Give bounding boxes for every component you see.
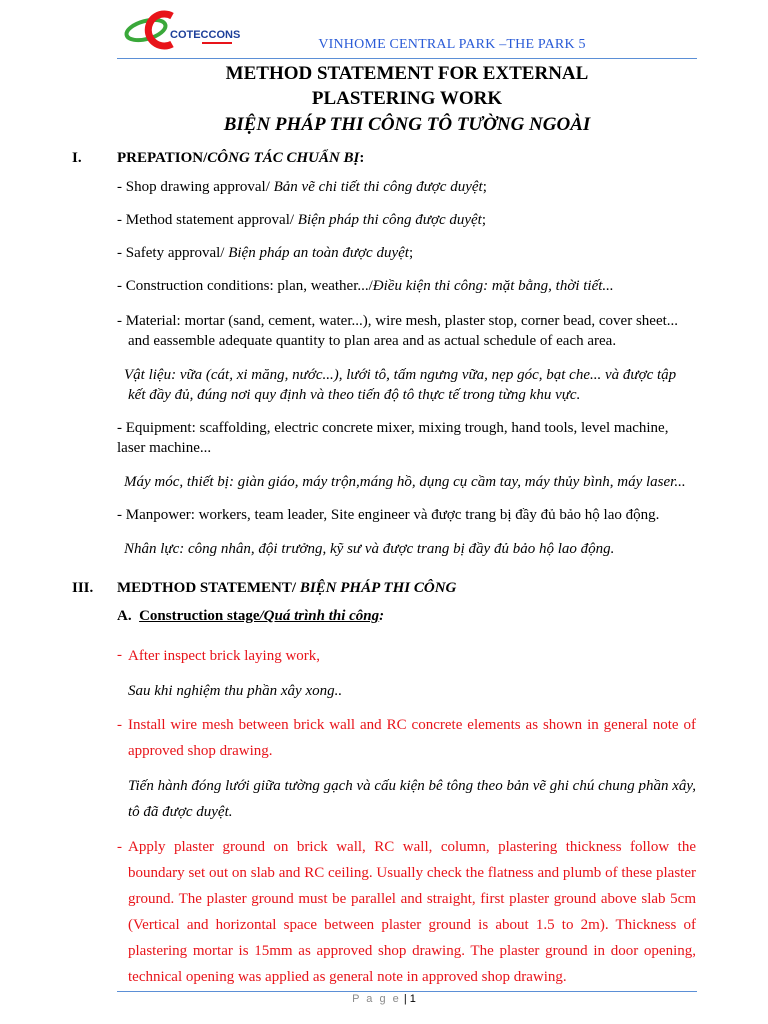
subsection-a-prefix: A. <box>117 608 132 624</box>
punctuation: ; <box>482 179 487 195</box>
section-1-heading-vi: CÔNG TÁC CHUẨN BỊ <box>207 150 360 166</box>
document-title-line2: PLASTERING WORK <box>311 88 503 109</box>
item-material-vi-line1: Vật liệu: vữa (cát, xi măng, nước...), lưới tô, tấm ngưng vữa, nẹp góc, bạt che... và được tập <box>124 367 677 383</box>
section-3-number: III. <box>72 580 94 596</box>
section-3-heading-vi: BIỆN PHÁP THI CÔNG <box>299 580 457 596</box>
step-1-bullet: - <box>117 647 122 663</box>
step-2-bullet: - <box>117 717 122 733</box>
coteccons-logo <box>120 6 240 52</box>
item-manpower: - Manpower: workers, team leader, Site engineer và được trang bị đầy đủ bảo hộ lao động. <box>117 507 660 523</box>
section-3-heading <box>117 580 456 597</box>
subsection-a-colon: : <box>379 608 385 624</box>
item-safety <box>117 245 413 262</box>
item-method-statement <box>117 212 486 229</box>
item-conditions-vi: Điều kiện thi công: mặt bằng, thời tiết... <box>372 278 614 294</box>
item-shop-drawing-en: - Shop drawing approval/ <box>117 179 274 195</box>
section-1-colon: : <box>359 150 365 166</box>
page-number: 1 <box>409 993 416 1005</box>
subsection-a-vi: /Quá trình thi công <box>259 608 380 624</box>
item-equipment-line2: laser machine... <box>117 440 212 456</box>
item-method-en: - Method statement approval/ <box>117 212 298 228</box>
item-equipment-line1: - Equipment: scaffolding, electric concrete mixer, mixing trough, hand tools, level machine, <box>117 420 669 436</box>
project-name: VINHOME CENTRAL PARK –THE PARK 5 <box>318 37 586 52</box>
page-label: P a g e <box>352 993 401 1005</box>
section-1-heading-en: PREPATION/ <box>117 150 208 166</box>
step-2-vi: Tiến hành đóng lưới giữa tường gạch và cấu kiện bê tông theo bản vẽ ghi chú chung phần xây, tô đã được duyệt. <box>128 778 696 820</box>
item-method-vi: Biện pháp thi công được duyệt <box>297 212 482 228</box>
section-1-heading <box>117 150 364 167</box>
punctuation: ; <box>408 245 414 261</box>
item-material-line1: - Material: mortar (sand, cement, water...), wire mesh, plaster stop, corner bead, cover sheet... <box>117 313 679 329</box>
punctuation: ; <box>481 212 487 228</box>
item-shop-drawing-vi: Bản vẽ chi tiết thi công được duyệt <box>273 179 483 195</box>
section-1-number: I. <box>72 150 82 166</box>
item-material-vi-line2: kết đầy đủ, đúng nơi quy định và theo tiến độ tô thực tế trong từng khu vực. <box>128 387 581 403</box>
item-material-line2: and eassemble adequate quantity to plan area and as actual schedule of each area. <box>128 333 617 349</box>
step-2-en: Install wire mesh between brick wall and RC concrete elements as shown in general note of approved shop drawing. <box>128 717 696 759</box>
item-manpower-vi: Nhân lực: công nhân, đội trưởng, kỹ sư và được trang bị đầy đủ bảo hộ lao động. <box>124 541 615 557</box>
subsection-a-en: Construction stage <box>139 608 260 624</box>
item-conditions <box>117 278 614 295</box>
step-1-vi: Sau khi nghiệm thu phần xây xong.. <box>128 683 343 699</box>
step-1-en: After inspect brick laying work, <box>128 648 321 664</box>
item-safety-vi: Biện pháp an toàn được duyệt <box>228 245 409 261</box>
step-3-bullet: - <box>117 839 122 855</box>
header-rule <box>117 58 697 59</box>
logo-text: COTECCONS <box>170 29 240 41</box>
step-3-en: Apply plaster ground on brick wall, RC wall, column, plastering thickness follow the boundary set out on slab and RC ceiling. Usually check the flatness and plumb of these plaster ground. The plaster ground must be parallel and straight, first plaster ground above slab 5cm (Vertical and horizontal space between plaster ground is about 1.5 to 2m). Thickness of plastering mortar is 15mm as approved shop drawing. The plaster ground in door opening, technical opening was applied as general note in approved shop drawing. <box>128 839 696 985</box>
subsection-a-heading <box>117 608 384 625</box>
document-title-line1: METHOD STATEMENT FOR EXTERNAL <box>225 63 589 84</box>
section-3-heading-en: MEDTHOD STATEMENT/ <box>117 580 300 596</box>
page-footer <box>0 993 768 1005</box>
item-equipment-vi: Máy móc, thiết bị: giàn giáo, máy trộn,máng hồ, dụng cụ cầm tay, máy thủy bình, máy laser... <box>124 474 686 490</box>
document-title-vietnamese: BIỆN PHÁP THI CÔNG TÔ TƯỜNG NGOÀI <box>223 114 591 135</box>
item-conditions-en: - Construction conditions: plan, weather.../ <box>117 278 373 294</box>
footer-rule <box>117 991 697 992</box>
page-separator: | <box>400 993 410 1005</box>
item-shop-drawing <box>117 179 487 196</box>
item-safety-en: - Safety approval/ <box>117 245 229 261</box>
